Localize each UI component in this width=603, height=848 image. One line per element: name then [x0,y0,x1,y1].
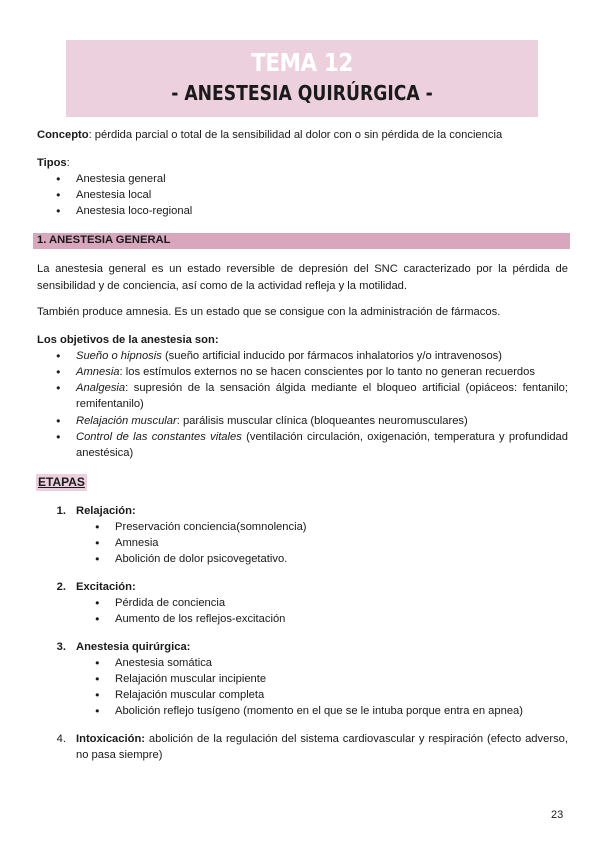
stage-number: 3. [56,641,66,653]
stage-number: 1. [56,505,66,517]
objetivos-heading: Los objetivos de la anestesia son: [37,334,219,346]
objetivo-text: : los estímulos externos no se hacen conscientes por lo tanto no generan recuerdos [119,366,535,378]
concepto-text: : pérdida parcial o total de la sensibilidad al dolor con o sin pérdida de la conciencia [88,129,503,141]
tipos-item: ● Anestesia general [76,171,166,187]
title-banner [66,40,538,117]
section-heading-bar [33,233,570,249]
objetivo-term: Sueño o hipnosis [76,350,162,362]
objetivo-item [76,348,502,364]
stage-item: ● Amnesia [115,535,159,551]
title-topic-name: - ANESTESIA QUIRÚRGICA - [171,81,433,105]
concepto-line [37,127,502,143]
objetivo-item [76,364,535,380]
stage-number: 2. [56,581,66,593]
page-number: 23 [551,809,564,821]
stage-number: 4. [56,733,66,745]
objetivo-item [76,380,568,412]
title-topic-number: TEMA 12 [251,48,353,77]
tipos-heading [37,155,70,171]
stage-item: ● Abolición reflejo tusígeno (momento en el que se le intuba porque entra en apnea) [115,703,523,719]
stage-title: Relajación: [76,505,136,517]
tipos-label: Tipos [37,157,67,169]
stage-paragraph [76,731,568,763]
definition-paragraph: La anestesia general es un estado reversible de depresión del SNC caracterizado por la pérdida de sensibilidad y de conciencia, así como de la actividad refleja y la motilidad. [37,263,568,292]
stage-item: ● Relajación muscular incipiente [115,671,266,687]
objetivo-item [76,429,568,461]
objetivo-text: (sueño artificial inducido por fármacos inhalatorios y/o intravenosos) [161,350,502,362]
tipos-item: ● Anestesia loco-regional [76,203,192,219]
stage-title: Anestesia quirúrgica: [76,641,191,653]
stage-item: ● Anestesia somática [115,655,212,671]
stage-item: ● Aumento de los reflejos-excitación [115,611,285,627]
stage-text: abolición de la regulación del sistema cardiovascular y respiración (efecto adverso, no pasa siempre) [76,733,568,761]
stage-title: Excitación: [76,581,136,593]
stage-item: ● Pérdida de conciencia [115,595,225,611]
stage-item: ● Abolición de dolor psicovegetativo. [115,551,287,567]
objetivo-term: Analgesia [76,382,126,394]
section-heading: 1. ANESTESIA GENERAL [37,234,171,246]
stage-title: Intoxicación: [76,733,145,745]
tipos-colon: : [66,157,70,169]
etapas-heading: ETAPAS [38,475,85,489]
objetivo-item [76,413,468,429]
concepto-label: Concepto [37,129,89,141]
tipos-item: ● Anestesia local [76,187,151,203]
objetivo-term: Relajación muscular [76,415,177,427]
amnesia-paragraph: También produce amnesia. Es un estado que se consigue con la administración de fármacos. [37,306,501,318]
objetivo-text: : supresión de la sensación álgida mediante el bloqueo artificial (opiáceos: fentanilo; remifentanilo) [76,382,568,410]
stage-item: ● Relajación muscular completa [115,687,264,703]
objetivo-term: Amnesia [76,366,120,378]
objetivo-text: : parálisis muscular clínica (bloqueantes neuromusculares) [176,415,468,427]
objetivo-text: (ventilación circulación, oxigenación, temperatura y profundidad anestésica) [76,431,568,459]
objetivo-term: Control de las constantes vitales [76,431,242,443]
stage-item: ● Preservación conciencia(somnolencia) [115,519,307,535]
